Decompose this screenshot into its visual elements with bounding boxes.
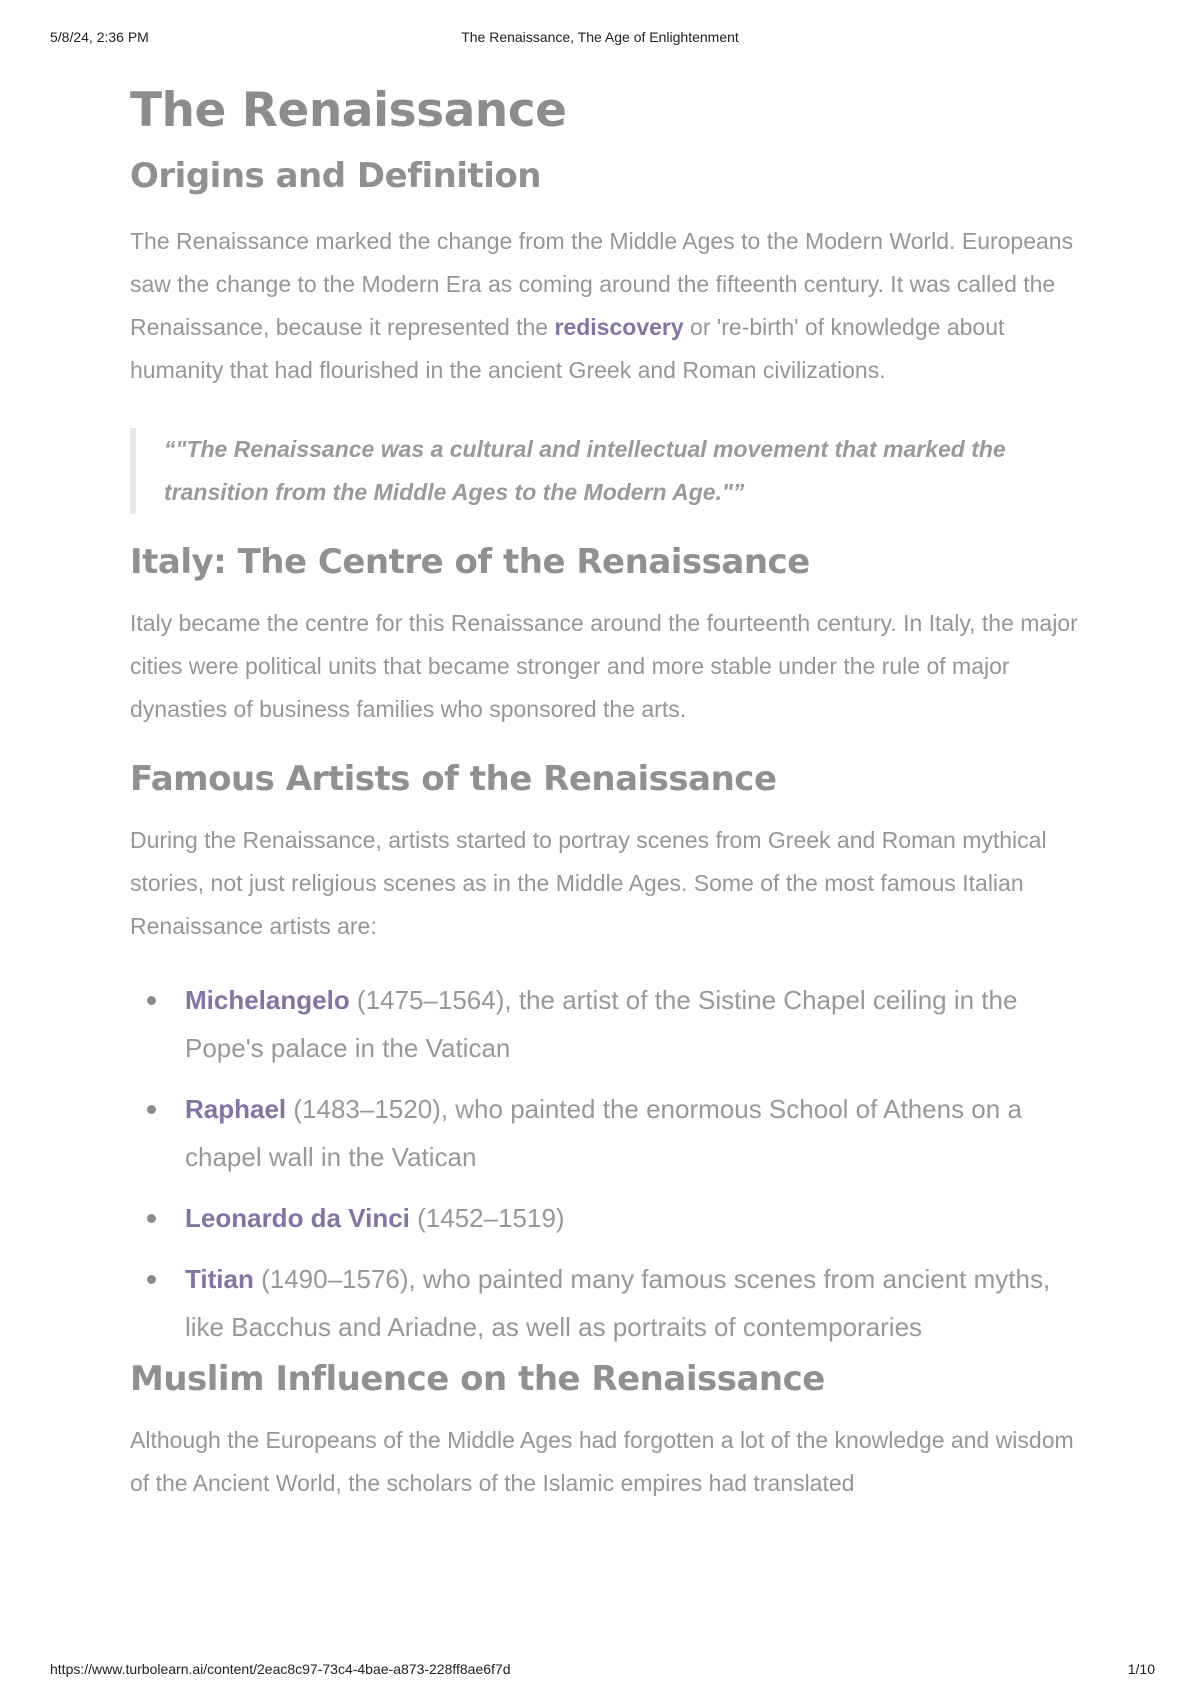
- artists-list: [130, 976, 1090, 1351]
- muslim-paragraph: Although the Europeans of the Middle Ages had forgotten a lot of the knowledge and wisdom of the Ancient World, the scholars of the Islamic empires had translated: [130, 1427, 1074, 1496]
- origins-text-after: or 're-birth' of knowledge about humanity that had flourished in the ancient Greek and Roman civilizations.: [130, 314, 1005, 383]
- page-url: https://www.turbolearn.ai/content/2eac8c97-73c4-4bae-a873-228ff8ae6f7d: [50, 1661, 511, 1677]
- artist-link-titian[interactable]: Titian: [185, 1264, 254, 1294]
- bullet-icon: [147, 1105, 156, 1114]
- heading-muslim: Muslim Influence on the Renaissance: [130, 1359, 825, 1399]
- print-header: [0, 29, 1200, 49]
- list-item-leonardo: [130, 1194, 1090, 1242]
- rediscovery-link[interactable]: rediscovery: [554, 314, 684, 340]
- list-item-raphael: [130, 1085, 1090, 1181]
- article-content: [130, 78, 1090, 1505]
- blockquote: “"The Renaissance was a cultural and intellectual movement that marked the transition from the Middle Ages to the Modern Age."”: [130, 428, 1090, 514]
- page-number: 1/10: [1127, 1661, 1155, 1677]
- origins-paragraph: [130, 220, 1090, 392]
- artist-link-michelangelo[interactable]: Michelangelo: [185, 985, 350, 1015]
- list-item-michelangelo: [130, 976, 1090, 1072]
- artist-desc: (1452–1519): [409, 1203, 565, 1233]
- print-doc-title: The Renaissance, The Age of Enlightenment: [461, 29, 739, 45]
- artist-desc: (1490–1576), who painted many famous scenes from ancient myths, like Bacchus and Ariadne, as well as portraits of contemporaries: [185, 1264, 1051, 1342]
- list-item-titian: [130, 1255, 1090, 1351]
- heading-italy: Italy: The Centre of the Renaissance: [130, 542, 810, 582]
- heading-origins: Origins and Definition: [130, 156, 541, 196]
- bullet-icon: [147, 1275, 156, 1284]
- italy-paragraph: Italy became the centre for this Renaissance around the fourteenth century. In Italy, the major cities were political units that became stronger and more stable under the rule of major dynasties of business families who sponsored the arts.: [130, 610, 1078, 722]
- bullet-icon: [147, 996, 156, 1005]
- bullet-icon: [147, 1214, 156, 1223]
- artist-link-leonardo[interactable]: Leonardo da Vinci: [185, 1203, 410, 1233]
- print-footer: [0, 1661, 1200, 1681]
- artist-desc: (1475–1564), the artist of the Sistine Chapel ceiling in the Pope's palace in the Vatican: [185, 985, 1018, 1063]
- heading-artists: Famous Artists of the Renaissance: [130, 759, 777, 799]
- artists-paragraph: During the Renaissance, artists started to portray scenes from Greek and Roman mythical stories, not just religious scenes as in the Middle Ages. Some of the most famous Italian Renaissance artists are:: [130, 827, 1047, 939]
- page-title: The Renaissance: [130, 83, 567, 138]
- artist-desc: (1483–1520), who painted the enormous School of Athens on a chapel wall in the Vatican: [185, 1094, 1022, 1172]
- origins-text-before: The Renaissance marked the change from the Middle Ages to the Modern World. Europeans saw the change to the Modern Era as coming around the fifteenth century. It was called the Renaissance, because it represented the: [130, 228, 1074, 340]
- artist-link-raphael[interactable]: Raphael: [185, 1094, 287, 1124]
- print-date: 5/8/24, 2:36 PM: [50, 29, 149, 45]
